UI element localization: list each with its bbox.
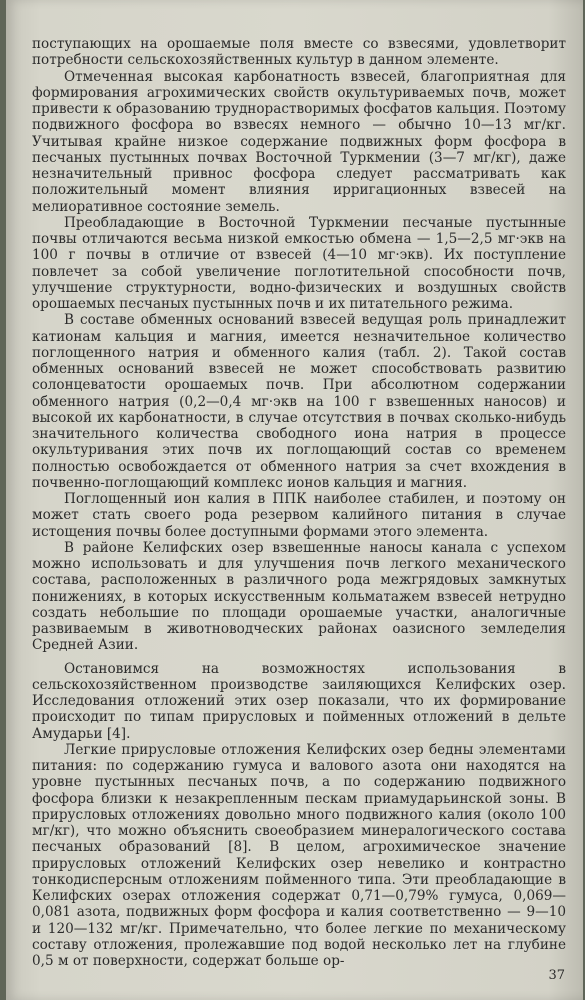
paragraph-5: Поглощенный ион калия в ППК наиболее стабилен, и поэтому он может стать своего рода резервом калийного питания в случае истощения почвы более доступными формами этого элемента. (32, 491, 566, 540)
body-text (32, 36, 566, 969)
book-page (6, 0, 583, 1000)
paragraph-8: Легкие прирусловые отложения Келифских озер бедны элементами питания: по содержанию гумуса и валового азота они находятся на уровне пустынных песчаных почв, а по содержанию подвижного фосфора близки к незакрепленным пескам приамударьинской зоны. В прирусловых отложениях довольно много подвижного калия (около 100 мг/кг), что можно объяснить своеобразием минералогического состава песчаных образований [8]. В целом, агрохимическое значение прирусловых отложений Келифских озер невелико и контрастно тонкодисперсным отложениям пойменного типа. Эти преобладающие в Келифских озерах отложения содержат 0,71—0,79% гумуса, 0,069—0,081 азота, подвижных форм фосфора и калия соответственно — 9—10 и 120—132 мг/кг. Примечательно, что более легкие по механическому составу отложения, пролежавшие под водой несколько лет на глубине 0,5 м от поверхности, содержат больше ор- (32, 741, 566, 969)
paragraph-1: поступающих на орошаемые поля вместе со взвесями, удовлетворит потребности сельскохозяйственных культур в данном элементе. (32, 36, 566, 69)
paragraph-6: В районе Келифских озер взвешенные наносы канала с успехом можно использовать и для улучшения почв легкого механического состава, расположенных в различного рода межгрядовых замкнутых понижениях, в которых искусственным кольматажем взвесей нетрудно создать небольшие по площади орошаемые участки, аналогичные развиваемым в животноводческих районах оазисного земледелия Средней Азии. (32, 539, 566, 654)
paragraph-4: В составе обменных оснований взвесей ведущая роль принадлежит катионам кальция и магния, имеется незначительное количество поглощенного натрия и обменного калия (табл. 2). Такой состав обменных оснований взвесей не может способствовать развитию солонцеватости орошаемых почв. При абсолютном содержании обменного натрия (0,2—0,4 мг·экв на 100 г взвешенных наносов) и высокой их карбонатности, в случае отсутствия в почвах сколько-нибудь значительного количества свободного иона натрия в процессе окультуривания этих почв их поглощающий состав со временем полностью освобождается от обменного натрия за счет вхождения в почвенно-поглощающий комплекс ионов кальция и магния. (32, 312, 566, 491)
paragraph-7: Остановимся на возможностях использования в сельскохозяйственном производстве заиляющихся Келифских озер. Исследования отложений этих озер показали, что их формирование происходит по типам прирусловых и пойменных отложений в дельте Амударьи [4]. (32, 660, 566, 742)
paragraph-3: Преобладающие в Восточной Туркмении песчаные пустынные почвы отличаются весьма низкой емкостью обмена — 1,5—2,5 мг·экв на 100 г почвы в отличие от взвесей (4—10 мг·экв). Их поступление повлечет за собой увеличение поглотительной способности почв, улучшение структурности, водно-физических и воздушных свойств орошаемых песчаных пустынных почв и их питательного режима. (32, 214, 566, 312)
page-number: 37 (548, 968, 565, 983)
paragraph-2: Отмеченная высокая карбонатность взвесей, благоприятная для формирования агрохимических свойств окультуриваемых почв, может привести к образованию труднорастворимых фосфатов кальция. Поэтому подвижного фосфора во взвесях немного — обычно 10—13 мг/кг. Учитывая крайне низкое содержание подвижных форм фосфора в песчаных пустынных почвах Восточной Туркмении (3—7 мг/кг), даже незначительный привнос фосфора следует рассматривать как положительный момент влияния ирригационных взвесей на мелиоративное состояние земель. (32, 68, 566, 215)
